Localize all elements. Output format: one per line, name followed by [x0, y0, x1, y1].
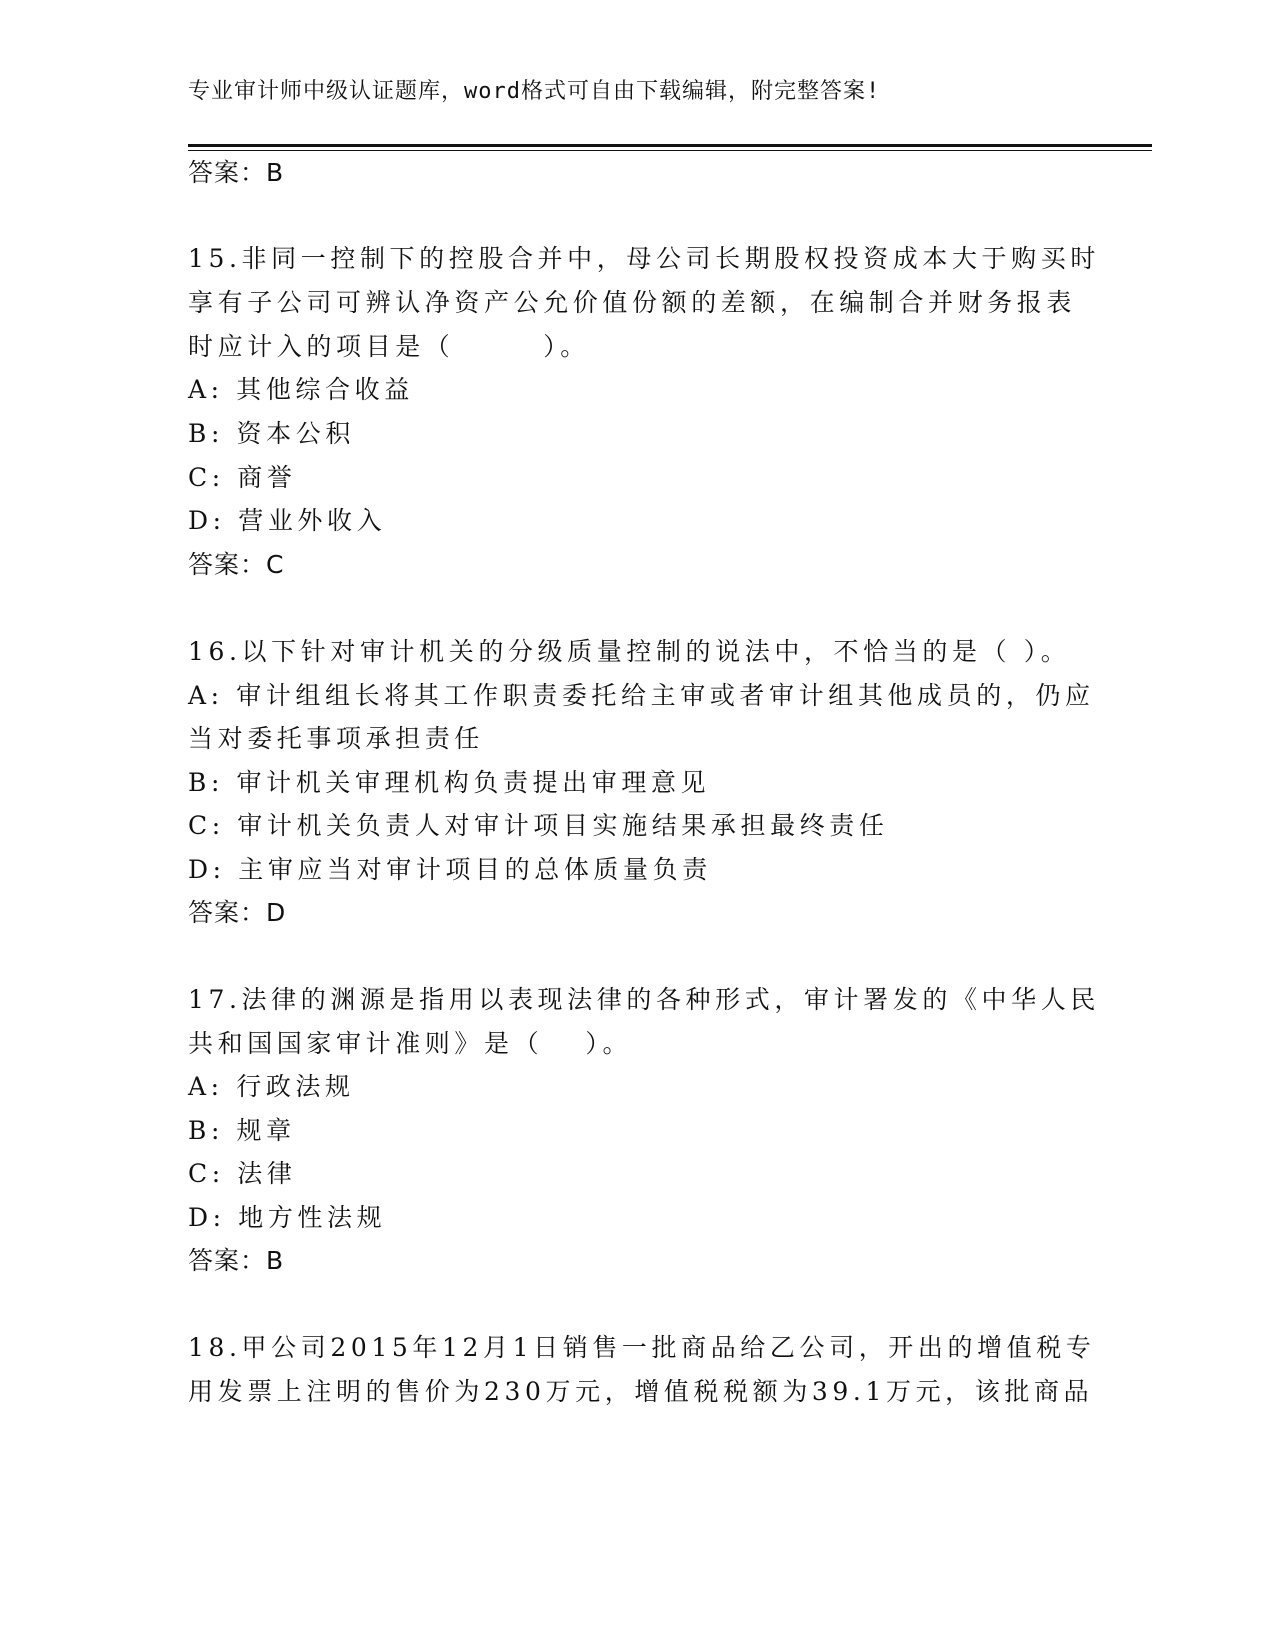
question-17-answer: 答案：B: [188, 1246, 285, 1275]
page-header: 专业审计师中级认证题库，word格式可自由下载编辑，附完整答案!: [188, 79, 881, 104]
question-15-option-d: D: 营业外收入: [188, 506, 387, 535]
question-15-answer: 答案：C: [188, 550, 285, 579]
question-15-stem-line-2: 享有子公司可辨认净资产公允价值份额的差额，在编制合并财务报表: [188, 288, 1077, 317]
question-17-option-a: A: 行政法规: [188, 1072, 355, 1101]
question-15-option-c: C: 商誉: [188, 463, 297, 492]
question-16-option-d: D: 主审应当对审计项目的总体质量负责: [188, 855, 712, 884]
question-15-stem-line-3: 时应计入的项目是（ ）。: [188, 332, 590, 361]
question-15-option-a: A: 其他综合收益: [188, 375, 414, 404]
question-16-option-b: B: 审计机关审理机构负责提出审理意见: [188, 768, 711, 797]
question-18-stem-line-1: 18.甲公司2015年12月1日销售一批商品给乙公司，开出的增值税专: [188, 1333, 1096, 1362]
header-rule-thin: [188, 150, 1152, 151]
question-16-option-c: C: 审计机关负责人对审计项目实施结果承担最终责任: [188, 811, 889, 840]
question-15-option-b: B: 资本公积: [188, 419, 355, 448]
question-16-answer: 答案：D: [188, 898, 287, 927]
question-17-stem-line-1: 17.法律的渊源是指用以表现法律的各种形式，审计署发的《中华人民: [188, 985, 1100, 1014]
header-rule-thick: [188, 144, 1152, 147]
question-15-stem-line-1: 15.非同一控制下的控股合并中，母公司长期股权投资成本大于购买时: [188, 244, 1100, 273]
question-17-option-b: B: 规章: [188, 1116, 296, 1145]
question-16-option-a-line-2: 当对委托事项承担责任: [188, 724, 485, 753]
question-17-stem-line-2: 共和国国家审计准则》是（ ）。: [188, 1029, 633, 1058]
answer-previous-question: 答案：B: [188, 158, 285, 187]
question-16-option-a-line-1: A: 审计组组长将其工作职责委托给主审或者审计组其他成员的，仍应: [188, 681, 1095, 710]
question-18-stem-line-2: 用发票上注明的售价为230万元，增值税税额为39.1万元，该批商品: [188, 1377, 1094, 1406]
question-17-option-d: D: 地方性法规: [188, 1203, 387, 1232]
question-17-option-c: C: 法律: [188, 1159, 297, 1188]
question-16-stem-line-1: 16.以下针对审计机关的分级质量控制的说法中，不恰当的是（ ）。: [188, 637, 1071, 666]
